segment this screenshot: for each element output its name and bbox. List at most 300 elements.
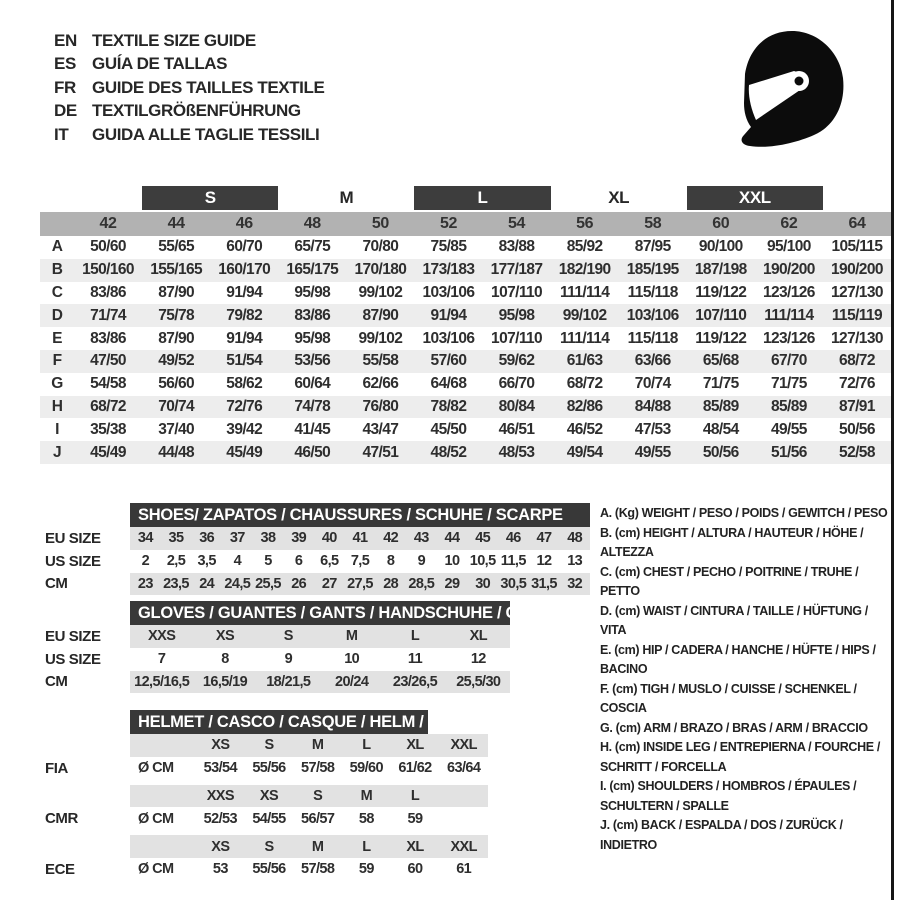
legend-item-A: A. (Kg) WEIGHT / PESO / POIDS / GEWITCH / PESO: [600, 506, 888, 520]
value-cell: 45: [467, 527, 498, 550]
gloves-row-values: [130, 671, 510, 694]
value-cell: 24,5: [222, 573, 253, 596]
value-cell: 45/50: [430, 420, 467, 438]
helmet-sizes-line-ECE: [45, 835, 488, 858]
helmet-size-label: XXS: [196, 785, 245, 808]
value-cell: 187/198: [687, 259, 755, 282]
value-cell: 42: [375, 527, 406, 550]
row-label: D: [40, 304, 74, 327]
value-cell: 190/200: [755, 259, 823, 282]
value-cell: 107/110: [687, 304, 755, 327]
value-cell: 119/122: [695, 283, 747, 301]
language-row-ES: [54, 53, 324, 77]
value-cell: 35/38: [90, 420, 126, 438]
shoes-row-label: US SIZE: [45, 552, 101, 570]
value-cell: 56/60: [158, 375, 195, 393]
size-column-50: 50: [346, 212, 414, 236]
value-cell: 87/90: [158, 329, 195, 347]
diameter-unit-label: Ø CM: [138, 760, 174, 777]
value-cell: 190/200: [823, 259, 891, 282]
unit-spacer: [130, 785, 196, 808]
helmet-size-label: XXL: [439, 734, 488, 757]
value-cell: 48/53: [483, 441, 551, 464]
helmet-size-label: XXL: [439, 835, 488, 858]
value-cell: 27,5: [345, 573, 376, 596]
value-cell: 59: [407, 810, 423, 827]
value-cell: 115/119: [823, 304, 891, 327]
value-cell: 53/54: [203, 760, 237, 777]
language-code: ES: [54, 54, 76, 74]
value-cell: 91/94: [414, 304, 482, 327]
value-cell: 46: [498, 527, 529, 550]
value-cell: 70/80: [362, 238, 399, 256]
value-cell: 72/76: [210, 396, 278, 419]
value-cell: 87/90: [158, 283, 195, 301]
size-column-44: 44: [142, 212, 210, 236]
value-cell: 85/89: [755, 396, 823, 419]
value-cell: 31,5: [529, 573, 560, 596]
value-cell: M: [320, 625, 383, 648]
value-cell: 57/60: [414, 350, 482, 373]
value-cell: 185/195: [619, 259, 687, 282]
value-cell: 34: [130, 527, 161, 550]
value-cell: 48/54: [702, 420, 739, 438]
row-label: G: [51, 375, 63, 393]
gloves-header-spacer: [45, 601, 130, 625]
value-cell: 58: [358, 810, 374, 827]
value-cell: 44/48: [142, 441, 210, 464]
measure-row-E: [40, 327, 891, 350]
legend-item-E: E. (cm) HIP / CADERA / HANCHE / HÜFTE / HIPS / BACINO: [600, 642, 876, 676]
legend-item-I: I. (cm) SHOULDERS / HOMBROS / ÉPAULES / SCHULTERN / SPALLE: [600, 779, 857, 813]
value-cell: 44: [437, 527, 468, 550]
helmet-size-label: XL: [391, 734, 440, 757]
value-cell: 71/75: [702, 375, 739, 393]
value-cell: 51/56: [755, 441, 823, 464]
helmet-header-spacer: [45, 710, 130, 734]
value-cell: 13: [567, 553, 583, 570]
value-cell: 160/170: [210, 259, 278, 282]
value-cell: 46/52: [566, 420, 603, 438]
helmet-sizes-row: [130, 734, 488, 757]
gloves-row-label: EU SIZE: [45, 627, 101, 645]
unit-spacer: [130, 734, 196, 757]
helmet-values-row: [130, 858, 488, 881]
helmet-values-line-FIA: [45, 757, 488, 780]
value-cell: 68/72: [74, 396, 142, 419]
value-cell: 61: [456, 861, 472, 878]
value-cell: 50/56: [839, 420, 875, 438]
value-cell: 46/51: [498, 420, 535, 438]
value-cell: 50/56: [687, 441, 755, 464]
measure-row-D: [40, 304, 891, 327]
value-cell: 46/50: [278, 441, 346, 464]
value-cell: 60/70: [226, 238, 263, 256]
value-cell: 51/54: [210, 350, 278, 373]
value-cell: 99/102: [358, 283, 403, 301]
value-cell: 6: [294, 553, 303, 570]
size-column-56: 56: [551, 212, 619, 236]
value-cell: 48: [559, 527, 590, 550]
value-cell: 107/110: [491, 283, 543, 301]
legend-item-J: J. (cm) BACK / ESPALDA / DOS / ZURÜCK / INDIETRO: [600, 818, 843, 852]
value-cell: 115/118: [627, 329, 678, 347]
helmet-values-row: [130, 757, 488, 780]
value-cell: 9: [417, 553, 426, 570]
value-cell: 74/78: [278, 396, 346, 419]
legend-item-B: B. (cm) HEIGHT / ALTURA / HAUTEUR / HÖHE / ALTEZZA: [600, 525, 864, 559]
shoes-table-title: SHOES/ ZAPATOS / CHAUSSURES / SCHUHE / SCARPE: [130, 503, 590, 527]
language-title: TEXTILGRÖßENFÜHRUNG: [92, 101, 301, 121]
row-label: F: [40, 350, 74, 373]
language-code: EN: [54, 30, 77, 50]
value-cell: 59: [358, 861, 374, 878]
value-cell: 10: [444, 553, 460, 570]
helmet-sizes-spacer: [45, 734, 130, 757]
row-label: E: [52, 329, 62, 347]
measurement-legend: [600, 504, 891, 855]
value-cell: 59/62: [483, 350, 551, 373]
value-cell: 177/187: [483, 259, 551, 282]
value-cell: 65/68: [687, 350, 755, 373]
value-cell: 47/51: [346, 441, 414, 464]
value-cell: 49/55: [770, 420, 807, 438]
row-label: C: [51, 283, 63, 301]
value-cell: 28: [375, 573, 406, 596]
page-right-border: [891, 0, 894, 900]
value-cell: 64/68: [430, 375, 467, 393]
value-cell: 55/56: [252, 861, 286, 878]
value-cell: 54/55: [252, 810, 286, 827]
helmet-size-label: M: [342, 785, 391, 808]
shoes-header-line: [45, 503, 590, 527]
helmet-values-line-ECE: [45, 858, 488, 881]
value-cell: XL: [447, 625, 510, 648]
gloves-row-label: CM: [45, 673, 68, 691]
value-cell: 111/114: [755, 304, 823, 327]
value-cell: 165/175: [278, 259, 346, 282]
value-cell: 173/183: [414, 259, 482, 282]
textile-sizes-row: [40, 212, 891, 236]
value-cell: 87/95: [634, 238, 671, 256]
helmet-sizes-line-FIA: [45, 734, 488, 757]
size-group-L: L: [414, 186, 550, 210]
value-cell: 27: [314, 573, 345, 596]
legend-item-F: F. (cm) TIGH / MUSLO / CUISSE / SCHENKEL / COSCIA: [600, 681, 857, 715]
size-column-54: 54: [483, 212, 551, 236]
sizes-row-spacer: [40, 212, 74, 236]
helmet-size-label: L: [391, 785, 440, 808]
value-cell: 30,5: [498, 573, 529, 596]
value-cell: 25,5/30: [447, 671, 510, 694]
value-cell: 48/52: [414, 441, 482, 464]
value-cell: 95/98: [294, 283, 331, 301]
value-cell: 111/114: [559, 329, 610, 347]
helmet-size-label: [439, 785, 488, 808]
helmet-header-line: [45, 710, 488, 734]
value-cell: 58/62: [226, 375, 263, 393]
helmet-size-label: XS: [196, 734, 245, 757]
value-cell: 103/106: [422, 329, 475, 347]
value-cell: 65/75: [294, 238, 331, 256]
group-spacer-left: [40, 186, 142, 210]
value-cell: 40: [314, 527, 345, 550]
diameter-unit-label: Ø CM: [138, 861, 174, 878]
legend-item-D: D. (cm) WAIST / CINTURA / TAILLE / HÜFTUNG / VITA: [600, 603, 868, 637]
value-cell: 103/106: [619, 304, 687, 327]
value-cell: 84/88: [619, 396, 687, 419]
value-cell: 36: [191, 527, 222, 550]
value-cell: 111/114: [559, 283, 610, 301]
value-cell: S: [257, 625, 320, 648]
shoes-line-us-size: [45, 550, 590, 573]
legend-item-G: G. (cm) ARM / BRAZO / BRAS / ARM / BRACCIO: [600, 720, 868, 735]
size-column-52: 52: [414, 212, 482, 236]
textile-size-table: [40, 186, 891, 464]
value-cell: 72/76: [839, 375, 875, 393]
language-title-list: [54, 29, 324, 147]
value-cell: 49/55: [619, 441, 687, 464]
value-cell: 9: [284, 651, 293, 668]
value-cell: 7: [157, 651, 166, 668]
value-cell: 4: [233, 553, 242, 570]
value-cell: 76/80: [346, 396, 414, 419]
row-label: J: [40, 441, 74, 464]
diameter-unit-label: Ø CM: [138, 810, 174, 827]
value-cell: 99/102: [551, 304, 619, 327]
size-column-46: 46: [210, 212, 278, 236]
helmet-sizes-spacer: [45, 785, 130, 808]
gloves-row-values: [130, 648, 510, 671]
value-cell: 24: [191, 573, 222, 596]
value-cell: 41/45: [294, 420, 331, 438]
size-column-48: 48: [278, 212, 346, 236]
helmet-sizes-row: [130, 785, 488, 808]
value-cell: L: [383, 625, 446, 648]
size-group-XL: XL: [608, 188, 630, 207]
helmet-icon: [736, 28, 851, 150]
value-cell: 95/98: [294, 329, 331, 347]
value-cell: 60: [407, 861, 423, 878]
gloves-row-values: [130, 625, 510, 648]
language-row-FR: [54, 76, 324, 100]
value-cell: 39: [283, 527, 314, 550]
legend-item-C: C. (cm) CHEST / PECHO / POITRINE / TRUHE / PETTO: [600, 564, 859, 598]
measure-row-C: [40, 282, 891, 305]
value-cell: 37/40: [158, 420, 195, 438]
helmet-size-label: S: [245, 835, 294, 858]
helmet-size-label: L: [342, 734, 391, 757]
value-cell: 99/102: [358, 329, 403, 347]
size-column-42: 42: [74, 212, 142, 236]
value-cell: 66/70: [498, 375, 535, 393]
gloves-header-line: [45, 601, 567, 625]
value-cell: 70/74: [634, 375, 671, 393]
language-row-DE: [54, 100, 324, 124]
value-cell: 10: [344, 651, 360, 668]
value-cell: 83/88: [498, 238, 535, 256]
value-cell: 43/47: [362, 420, 399, 438]
helmet-sizes-spacer: [45, 835, 130, 858]
value-cell: XS: [193, 625, 256, 648]
gloves-row-label: US SIZE: [45, 650, 101, 668]
value-cell: 54/58: [90, 375, 126, 393]
size-group-M: M: [339, 188, 354, 207]
value-cell: 25,5: [253, 573, 284, 596]
value-cell: 12: [536, 553, 552, 570]
value-cell: 53: [212, 861, 228, 878]
value-cell: 62/66: [362, 375, 399, 393]
value-cell: 107/110: [491, 329, 543, 347]
value-cell: 23: [130, 573, 161, 596]
measure-row-F: [40, 350, 891, 373]
gloves-line-cm: [45, 671, 510, 694]
value-cell: 7,5: [350, 553, 370, 570]
value-cell: 83/86: [90, 329, 126, 347]
value-cell: 95/98: [483, 304, 551, 327]
row-label: B: [40, 259, 74, 282]
measure-row-H: [40, 396, 891, 419]
value-cell: 75/78: [142, 304, 210, 327]
value-cell: 83/86: [278, 304, 346, 327]
value-cell: 12: [470, 651, 486, 668]
value-cell: 59/60: [349, 760, 383, 777]
size-column-60: 60: [687, 212, 755, 236]
gloves-line-us-size: [45, 648, 510, 671]
value-cell: 115/118: [627, 283, 678, 301]
helmet-standard-label: ECE: [45, 860, 75, 878]
value-cell: 26: [283, 573, 314, 596]
language-row-EN: [54, 29, 324, 53]
shoes-row-label: CM: [45, 575, 68, 593]
size-column-58: 58: [619, 212, 687, 236]
value-cell: 119/122: [695, 329, 747, 347]
gloves-line-eu-size: [45, 625, 510, 648]
value-cell: 52/58: [823, 441, 891, 464]
shoes-table: [45, 503, 590, 595]
value-cell: 8: [386, 553, 395, 570]
value-cell: 45/49: [210, 441, 278, 464]
value-cell: 68/72: [823, 350, 891, 373]
value-cell: 5: [264, 553, 272, 570]
value-cell: 3,5: [197, 553, 216, 570]
value-cell: 2: [141, 553, 150, 570]
helmet-size-label: XS: [196, 835, 245, 858]
row-label: H: [40, 396, 74, 419]
value-cell: 50/60: [90, 238, 126, 256]
value-cell: 71/75: [770, 375, 807, 393]
value-cell: 95/100: [766, 238, 811, 256]
shoes-row-values: [130, 527, 590, 550]
value-cell: 71/74: [74, 304, 142, 327]
shoes-line-eu-size: [45, 527, 590, 550]
measure-row-J: [40, 441, 891, 464]
language-title: GUIDE DES TAILLES TEXTILE: [92, 77, 325, 97]
helmet-size-label: XS: [245, 785, 294, 808]
gloves-table-title: GLOVES / GUANTES / GANTS / HANDSCHUHE / GUANTI: [130, 601, 510, 625]
value-cell: 29: [437, 573, 468, 596]
shoes-row-values: [130, 573, 590, 596]
value-cell: 63/66: [619, 350, 687, 373]
value-cell: 150/160: [74, 259, 142, 282]
value-cell: 103/106: [422, 283, 475, 301]
value-cell: 83/86: [90, 283, 126, 301]
value-cell: 52/53: [203, 810, 237, 827]
value-cell: 70/74: [142, 396, 210, 419]
value-cell: 170/180: [346, 259, 414, 282]
value-cell: 79/82: [210, 304, 278, 327]
value-cell: 57/58: [301, 861, 335, 878]
shoes-header-spacer: [45, 503, 130, 527]
value-cell: 61/62: [398, 760, 432, 777]
helmet-size-label: S: [245, 734, 294, 757]
value-cell: 49/52: [142, 350, 210, 373]
measure-row-I: [40, 418, 891, 441]
value-cell: 60/64: [294, 375, 331, 393]
helmet-size-label: M: [293, 734, 342, 757]
helmet-standard-label: CMR: [45, 810, 78, 828]
value-cell: 20/24: [320, 671, 383, 694]
value-cell: 80/84: [483, 396, 551, 419]
value-cell: 2,5: [166, 553, 186, 570]
unit-spacer: [130, 835, 196, 858]
value-cell: 123/126: [762, 329, 815, 347]
row-label: I: [55, 420, 59, 438]
value-cell: 68/72: [566, 375, 603, 393]
helmet-table: [45, 710, 488, 881]
value-cell: 28,5: [406, 573, 437, 596]
measure-row-A: [40, 236, 891, 259]
value-cell: 91/94: [226, 329, 263, 347]
helmet-sizes-row: [130, 835, 488, 858]
value-cell: 82/86: [551, 396, 619, 419]
value-cell: [439, 807, 488, 830]
measure-row-B: [40, 259, 891, 282]
gloves-table: [45, 601, 567, 693]
value-cell: 47/53: [634, 420, 671, 438]
value-cell: 87/91: [823, 396, 891, 419]
legend-item-H: H. (cm) INSIDE LEG / ENTREPIERNA / FOURCHE / SCHRITT / FORCELLA: [600, 740, 880, 774]
textile-group-row: [40, 186, 891, 210]
value-cell: 45/49: [74, 441, 142, 464]
helmet-sizes-line-CMR: [45, 785, 488, 808]
helmet-size-label: M: [293, 835, 342, 858]
value-cell: 63/64: [447, 760, 481, 777]
value-cell: 127/130: [831, 283, 883, 301]
helmet-size-label: L: [342, 835, 391, 858]
value-cell: 38: [253, 527, 284, 550]
value-cell: 18/21,5: [257, 671, 320, 694]
value-cell: 67/70: [755, 350, 823, 373]
language-code: IT: [54, 124, 69, 144]
value-cell: 90/100: [698, 238, 743, 256]
value-cell: 75/85: [430, 238, 467, 256]
value-cell: 78/82: [414, 396, 482, 419]
value-cell: 47: [529, 527, 560, 550]
size-group-S: S: [142, 186, 278, 210]
value-cell: 85/92: [566, 238, 603, 256]
measure-row-G: [40, 373, 891, 396]
helmet-standard-label: FIA: [45, 759, 68, 777]
value-cell: 123/126: [762, 283, 815, 301]
value-cell: 53/56: [278, 350, 346, 373]
value-cell: 49/54: [551, 441, 619, 464]
size-column-64: 64: [823, 212, 891, 236]
language-title: GUÍA DE TALLAS: [92, 54, 228, 74]
value-cell: 85/89: [687, 396, 755, 419]
size-column-62: 62: [755, 212, 823, 236]
value-cell: 23,5: [161, 573, 192, 596]
